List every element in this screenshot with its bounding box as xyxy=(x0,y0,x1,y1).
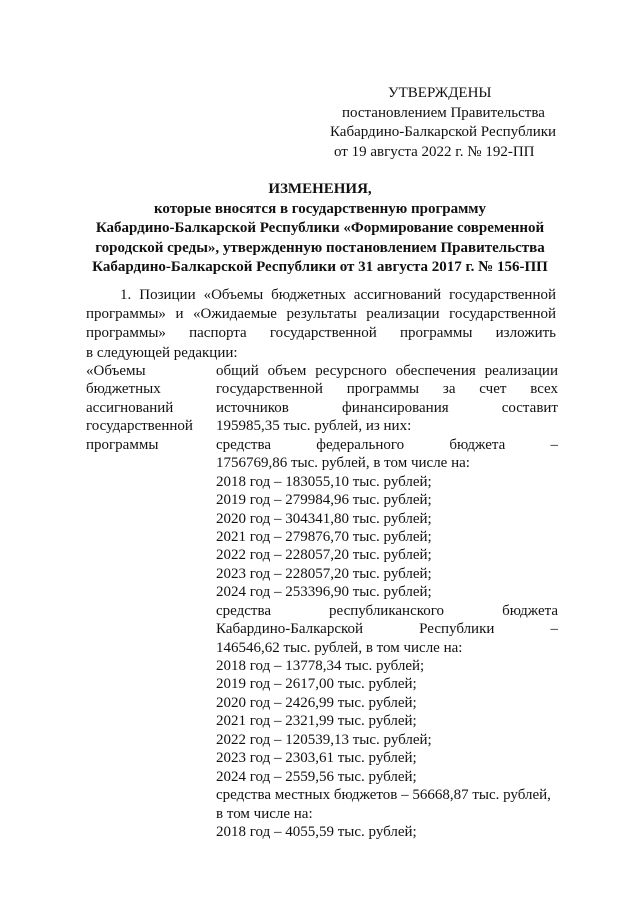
title-line: Кабардино-Балкарской Республики от 31 августа 2017 г. № 156-ПП xyxy=(92,259,548,276)
table-right-line: 2019 год – 2617,00 тыс. рублей; xyxy=(216,676,417,693)
table-right-line: 2021 год – 2321,99 тыс. рублей; xyxy=(216,713,417,730)
table-right-line: средства местных бюджетов – 56668,87 тыс. рублей, xyxy=(216,787,551,804)
table-right-line: 2024 год – 2559,56 тыс. рублей; xyxy=(216,768,417,785)
approval-stamp xyxy=(322,84,572,162)
table-right-line: средства федерального бюджета – xyxy=(216,436,558,453)
table-right-line: 2018 год – 13778,34 тыс. рублей; xyxy=(216,658,425,674)
title-line: ИЗМЕНЕНИЯ, xyxy=(268,181,372,197)
table-right-line: государственной программы за счет всех xyxy=(216,381,558,398)
table-right-line: 2022 год – 120539,13 тыс. рублей; xyxy=(216,731,432,748)
table-right-line: общий объем ресурсного обеспечения реализации xyxy=(216,363,558,379)
table-right-line: средства республиканского бюджета xyxy=(216,602,558,619)
table-right-line: в том числе на: xyxy=(216,805,313,822)
paragraph-line: программы» паспорта государственной программы изложить xyxy=(86,325,556,342)
document-title xyxy=(85,180,555,278)
table-left-line: «Объемы xyxy=(86,363,146,379)
paragraph-line: программы» и «Ожидаемые результаты реализации государственной xyxy=(86,306,556,323)
table-right-line: 2018 год – 183055,10 тыс. рублей; xyxy=(216,473,432,490)
table-right-line: Кабардино-Балкарской Республики – xyxy=(216,621,558,638)
table-right-line: 146546,62 тыс. рублей, в том числе на: xyxy=(216,639,463,656)
table-right-line: 2018 год – 4055,59 тыс. рублей; xyxy=(216,823,417,840)
table-right-line: источников финансирования составит xyxy=(216,399,558,416)
approval-line: постановлением Правительства xyxy=(342,104,545,121)
table-left-line: программы xyxy=(86,436,159,453)
approval-heading: УТВЕРЖДЕНЫ xyxy=(388,85,492,101)
table-left-line: ассигнований xyxy=(86,399,174,416)
table-right-line: 2022 год – 228057,20 тыс. рублей; xyxy=(216,547,432,564)
table-right-line: 2020 год – 2426,99 тыс. рублей; xyxy=(216,694,417,711)
paragraph-line: в следующей редакции: xyxy=(86,344,238,361)
table-right-line: 195985,35 тыс. рублей, из них: xyxy=(216,418,412,435)
approval-date: от 19 августа 2022 г. № 192-ПП xyxy=(334,143,535,160)
table-right-line: 1756769,86 тыс. рублей, в том числе на: xyxy=(216,455,470,472)
title-line: которые вносятся в государственную программу xyxy=(153,200,487,217)
table-left-line: бюджетных xyxy=(86,381,161,398)
approval-line: Кабардино-Балкарской Республики xyxy=(330,124,557,140)
table-left-column xyxy=(86,362,211,454)
title-line: городской среды», утвержденную постановлением Правительства xyxy=(95,239,545,256)
table-right-line: 2023 год – 228057,20 тыс. рублей; xyxy=(216,565,432,582)
table-right-line: 2023 год – 2303,61 тыс. рублей; xyxy=(216,750,417,767)
table-right-line: 2021 год – 279876,70 тыс. рублей; xyxy=(216,528,432,545)
title-line: Кабардино-Балкарской Республики «Формирование современной xyxy=(95,220,545,237)
table-right-line: 2019 год – 279984,96 тыс. рублей; xyxy=(216,492,432,509)
table-right-column xyxy=(216,362,558,841)
table-right-line: 2020 год – 304341,80 тыс. рублей; xyxy=(216,510,432,527)
table-right-line: 2024 год – 253396,90 тыс. рублей; xyxy=(216,584,432,601)
table-left-line: государственной xyxy=(86,418,193,435)
paragraph-line: 1. Позиции «Объемы бюджетных ассигнований государственной xyxy=(120,287,556,303)
intro-paragraph xyxy=(86,286,556,363)
